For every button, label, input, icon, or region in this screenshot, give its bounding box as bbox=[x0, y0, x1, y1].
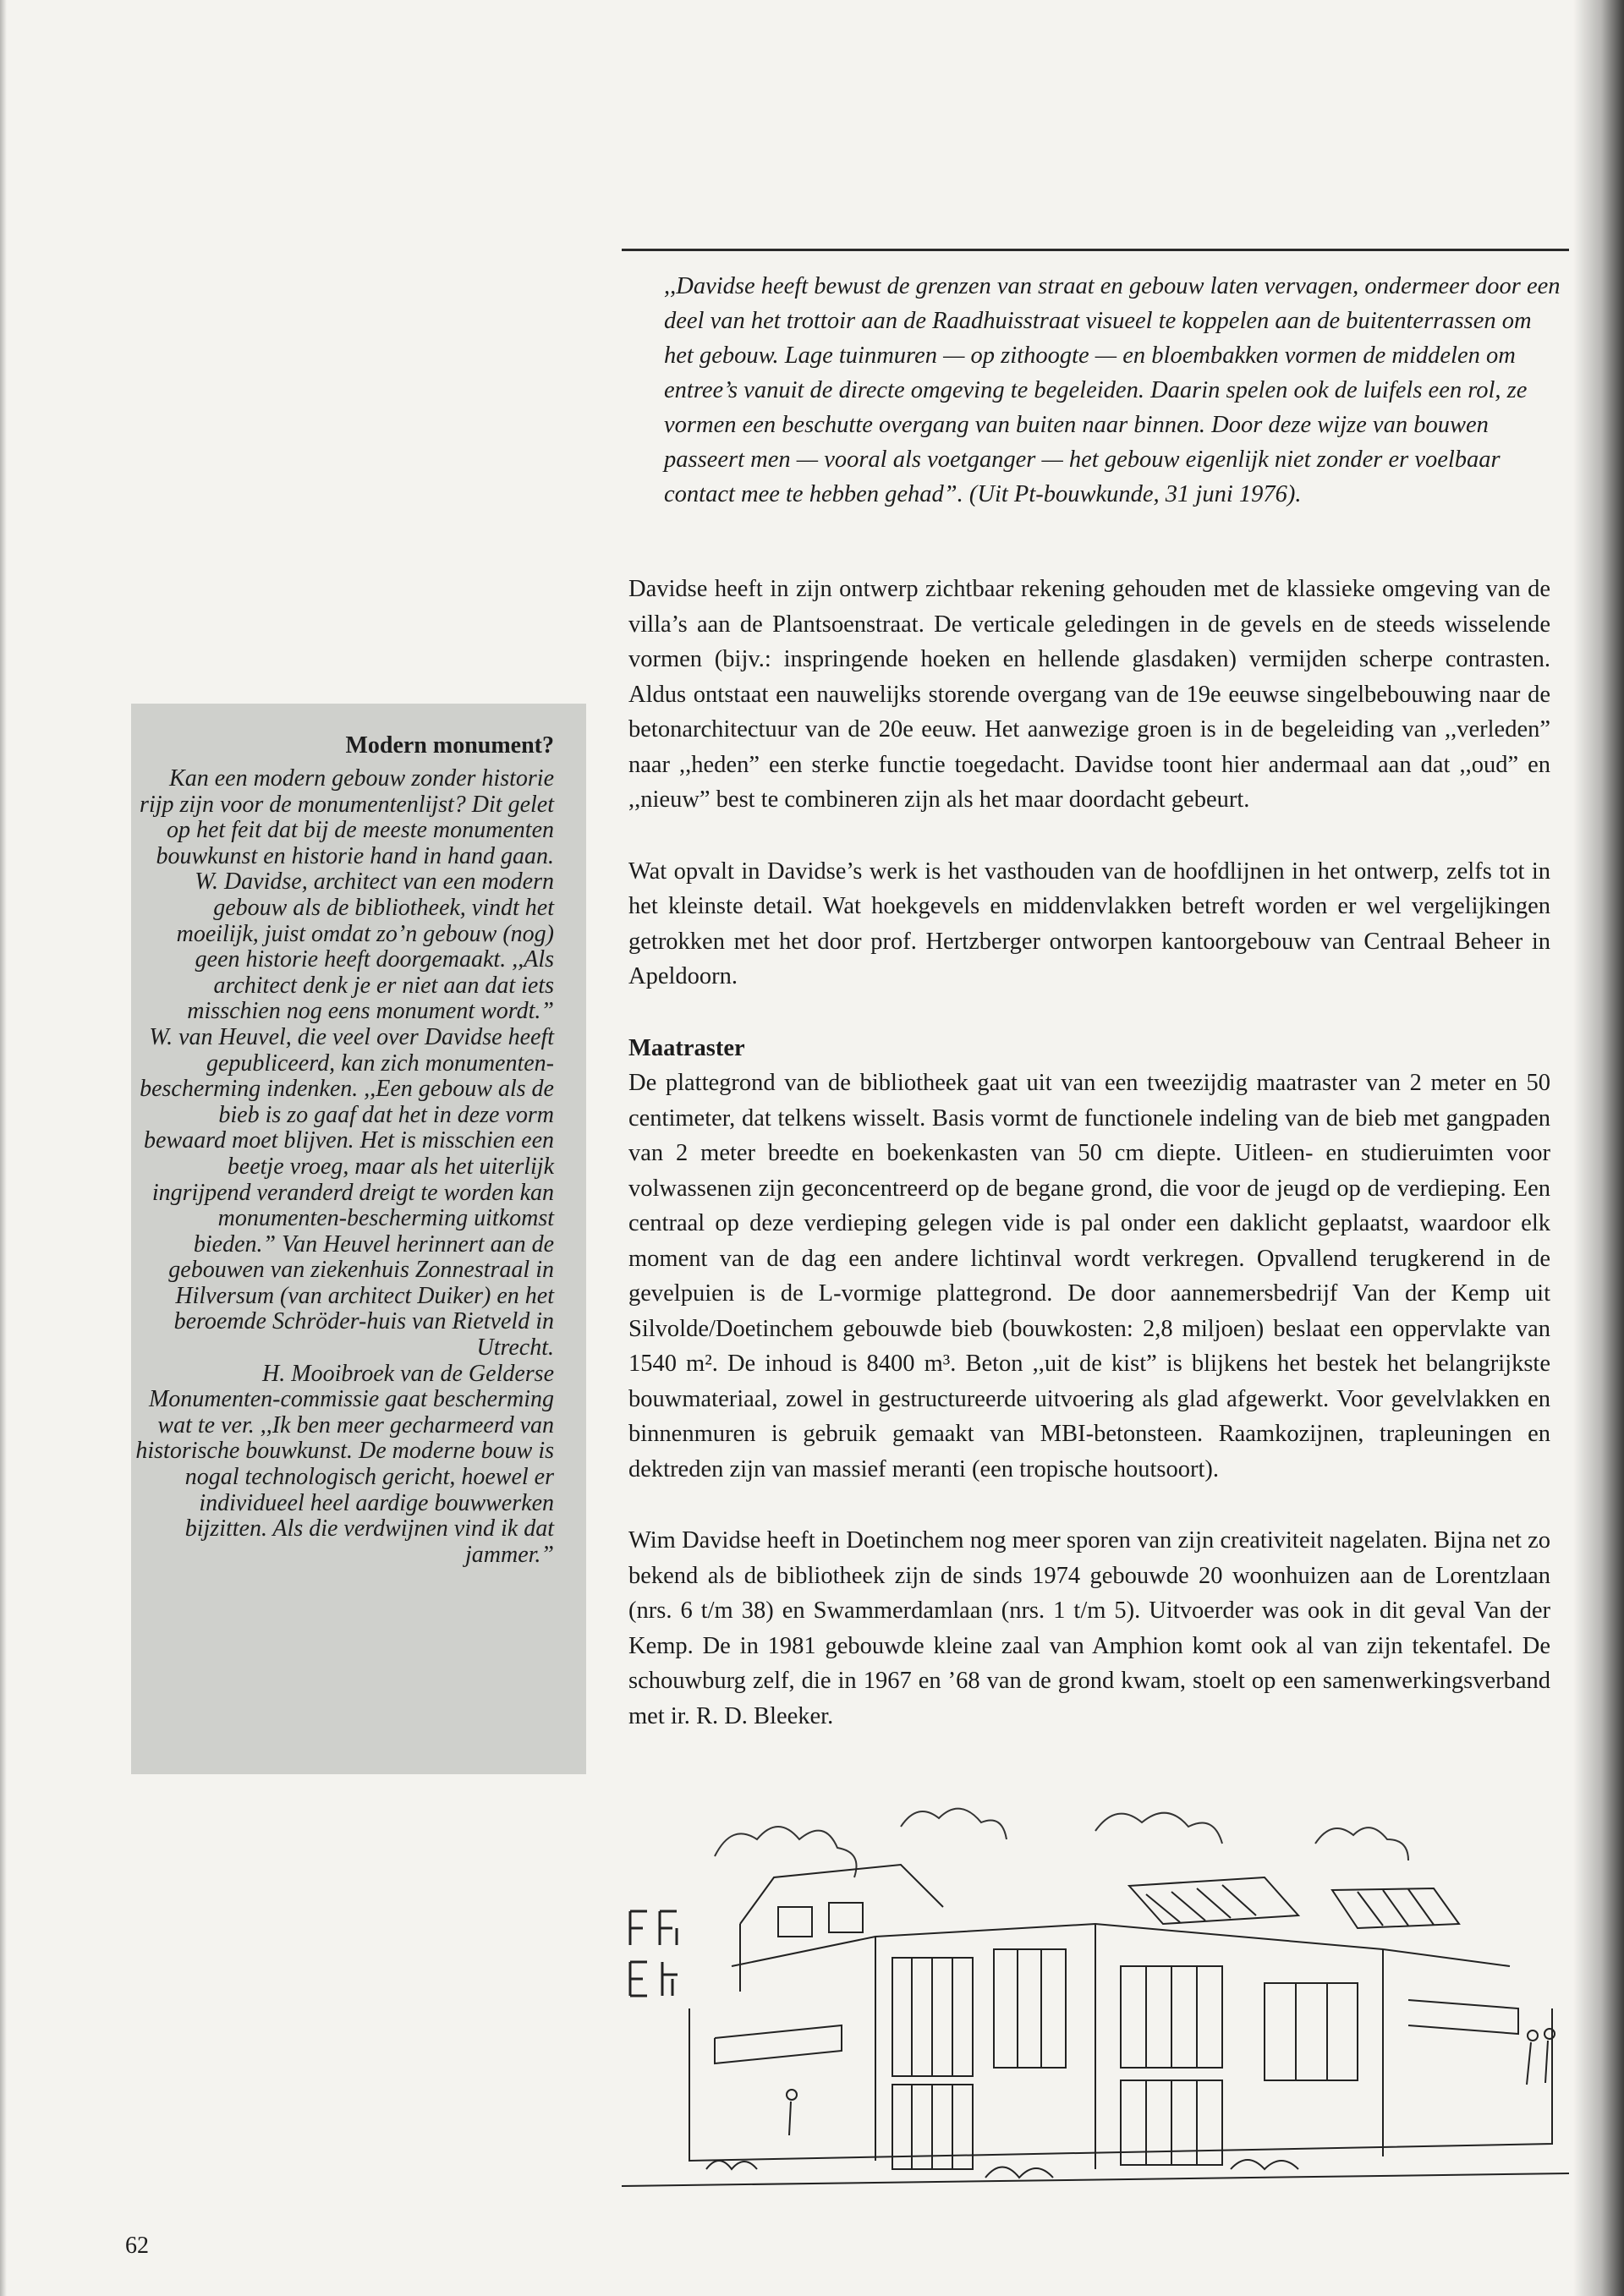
sidebar-content bbox=[131, 732, 554, 1568]
page-curl-shadow bbox=[1573, 0, 1624, 2296]
building-illustration bbox=[622, 1797, 1577, 2216]
sidebar-paragraph: W. Davidse, architect van een modern gebouw als de bibliotheek, vindt het moeilijk, juist omdat zo’n gebouw (nog) geen historie heeft doorgemaakt. ,,Als architect denk je er niet aan dat iets misschien nog eens monument wordt.” bbox=[176, 869, 554, 1025]
main-article bbox=[628, 572, 1550, 1770]
pull-quote bbox=[664, 269, 1561, 512]
article-paragraph: Wim Davidse heeft in Doetinchem nog meer sporen van zijn creativiteit nagelaten. Bijna net zo bekend als de bibliotheek zijn de sinds 1974 gebouwde 20 woonhuizen aan de Lorentzlaan (nrs. 6 t/m 38) en Swammerdamlaan (nrs. 1 t/m 5). Uitvoerder was ook in dit geval Van der Kemp. De in 1981 gebouwde kleine zaal van Amphion komt ook al van zijn tekentafel. De schouwburg zelf, die in 1967 en ’68 van de grond kwam, stoelt op een samenwerkingsverband met ir. R. D. Bleeker. bbox=[628, 1527, 1550, 1729]
section-heading: Maatraster bbox=[628, 1034, 745, 1061]
page-binding-shadow bbox=[0, 0, 7, 2296]
article-paragraph: Davidse heeft in zijn ontwerp zichtbaar rekening gehouden met de klassieke omgeving van de villa’s aan de Plantsoenstraat. De verticale geledingen in de gevels en de steeds wisselende vormen (bijv.: inspringende hoeken en hellende glasdaken) vermijden scherpe contrasten. Aldus ontstaat een nauwelijks storende overgang van de 19e eeuwse singelbebouwing naar de betonarchitectuur van de 20e eeuw. Het aanwezige groen is in de begeleiding van ,,verleden” naar ,,heden” een sterke functie toegedacht. Davidse toont hier andermaal aan dat ,,oud” en ,,nieuw” best te combineren zijn als het maar doordacht gebeurt. bbox=[628, 576, 1550, 813]
pull-quote-text: ,,Davidse heeft bewust de grenzen van straat en gebouw laten vervagen, ondermeer door een deel van het trottoir aan de Raadhuisstraat visueel te koppelen aan de buitenterrassen om het gebouw. Lage tuinmuren — op zithoogte — en bloembakken vormen de middelen om entree’s vanuit de directe omgeving te begeleiden. Daarin spelen ook de luifels een rol, ze vormen een beschutte overgang van buiten naar binnen. Door deze wijze van bouwen passeert men — vooral als voetganger — het gebouw eigenlijk niet zonder er voelbaar contact mee te hebben gehad”. (Uit Pt-bouwkunde, 31 juni 1976). bbox=[664, 273, 1561, 507]
page-number: 62 bbox=[125, 2233, 149, 2259]
sidebar-paragraph: H. Mooibroek van de Gelderse Monumenten-commissie gaat bescherming wat te ver. ,,Ik ben meer gecharmeerd van historische bouwkunst. De moderne bouw is nogal technologisch gericht, hoewel er individueel heel aardige bouwwerken bijzitten. Als die verdwijnen vind ik dat jammer.” bbox=[135, 1360, 554, 1568]
sidebar-box bbox=[131, 704, 586, 1774]
facade-sign bbox=[630, 1911, 678, 1996]
sidebar-paragraph: Kan een modern gebouw zonder historie rijp zijn voor de monumentenlijst? Dit gelet op het feit dat bij de meeste monumenten bouwkunst en historie hand in hand gaan. bbox=[140, 765, 554, 869]
sidebar-title: Modern monument? bbox=[345, 732, 554, 759]
article-paragraph: De plattegrond van de bibliotheek gaat uit van een tweezijdig maatraster van 2 meter en 50 centimeter, dat telkens wisselt. Basis vormt de functionele indeling van de bieb met gangpaden van 2 meter breedte en boekenkasten van 50 cm diepte. Uitleen- en studieruimten voor volwassenen zijn geconcentreerd op de begane grond, die voor de jeugd op de verdieping. Een centraal op deze verdieping gelegen vide is pal onder een daklicht geplaatst, waardoor elk moment van de dag een andere lichtinval wordt verkregen. Opvallend terugkerend in de gevelpuien is de L-vormige plattegrond. De door aannemersbedrijf Van der Kemp uit Silvolde/Doetinchem gebouwde bieb (bouwkosten: 2,8 miljoen) beslaat een oppervlakte van 1540 m². De inhoud is 8400 m³. Beton ,,uit de kist” is blijkens het bestek het belangrijkste bouwmateriaal, zowel in gestructureerde uitvoering als glad afgewerkt. Voor gevelvlakken en binnenmuren is gebruik gemaakt van MBI-betonsteen. Raamkozijnen, trapleuningen en dektreden zijn van massief meranti (een tropische houtsoort). bbox=[628, 1070, 1550, 1482]
article-paragraph: Wat opvalt in Davidse’s werk is het vasthouden van de hoofdlijnen in het ontwerp, zelfs tot in het kleinste detail. Wat hoekgevels en middenvlakken betreft worden er wel vergelijkingen getrokken met het door prof. Hertzberger ontworpen kantoorgebouw van Centraal Beheer in Apeldoorn. bbox=[628, 858, 1550, 989]
library-building bbox=[689, 1877, 1552, 2169]
sidebar-paragraph: W. van Heuvel, die veel over Davidse heeft gepubliceerd, kan zich monumenten-bescherming indenken. ,,Een gebouw als de bieb is zo gaaf dat het in deze vorm bewaard moet blijven. Het is misschien een beetje vroeg, maar als het uiterlijk ingrijpend veranderd dreigt te worden kan monumenten-bescherming uitkomst bieden.” Van Heuvel herinnert aan de gebouwen van ziekenhuis Zonnestraal in Hilversum (van architect Duiker) en het beroemde Schröder-huis van Rietveld in Utrecht. bbox=[140, 1023, 554, 1362]
header-rule bbox=[622, 249, 1569, 251]
tree-canopy bbox=[715, 1809, 1408, 1877]
